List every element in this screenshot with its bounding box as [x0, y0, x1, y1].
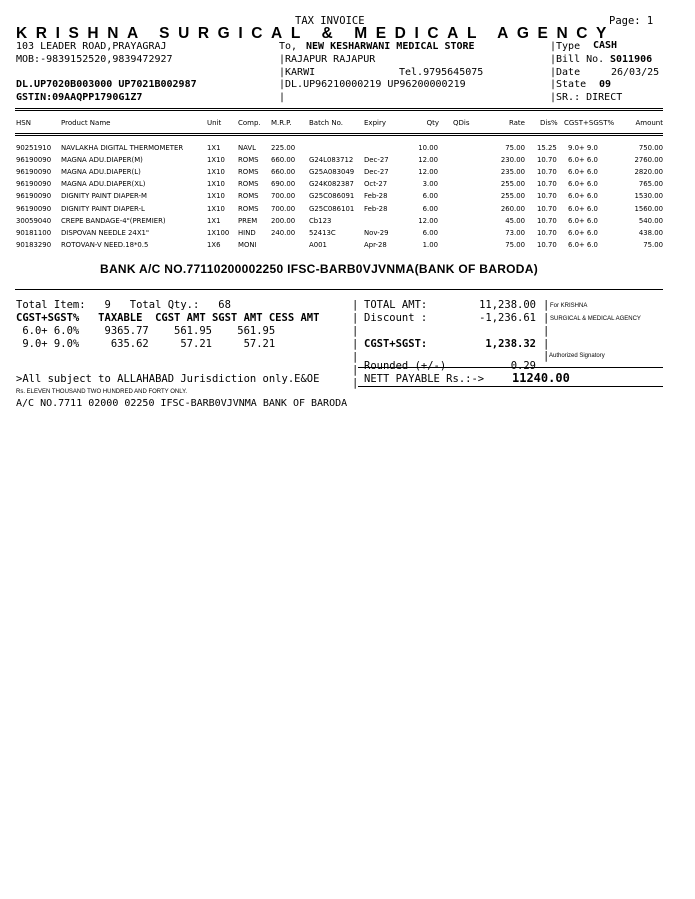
cell-hsn: 96190090	[16, 192, 52, 201]
cell-hsn: 96190090	[16, 168, 52, 177]
state-value: 09	[599, 79, 612, 90]
for-firm-name: SURGICAL & MEDICAL AGENCY	[550, 316, 641, 322]
gst-value: 1,238.32	[485, 338, 536, 350]
cell-product: DISPOVAN NEEDLE 24X1"	[61, 228, 150, 237]
cell-mrp: 660.00	[271, 156, 296, 165]
customer-dl: |DL.UP96210000219 UP96200000219	[279, 79, 466, 90]
cell-gst: 6.0+ 6.0	[568, 228, 598, 237]
cell-unit: 1X10	[207, 156, 225, 165]
net-payable-value: 11240.00	[512, 371, 570, 385]
cell-dis: 10.70	[537, 204, 557, 213]
cell-unit: 1X1	[207, 144, 221, 152]
cell-qty: 6.00	[422, 192, 438, 201]
cell-expiry: Feb-28	[364, 204, 388, 213]
cell-dis: 10.70	[537, 192, 557, 201]
cell-qty: 12.00	[418, 216, 438, 225]
cell-comp: MONI	[238, 240, 257, 249]
cell-batch: G24L083712	[309, 156, 354, 165]
firm-name: KRISHNA SURGICAL & MEDICAL AGENCY	[16, 25, 615, 42]
cell-rate: 75.00	[505, 144, 525, 152]
cell-mrp: 225.00	[271, 144, 296, 152]
divider	[358, 386, 663, 387]
jurisdiction-note: >All subject to ALLAHABAD Jurisdiction only.E&OE	[16, 373, 320, 385]
cell-rate: 235.00	[500, 168, 525, 177]
gst-label: CGST+SGST:	[364, 338, 428, 350]
col-dis: Dis%	[540, 119, 558, 127]
cell-unit: 1X1	[207, 216, 221, 225]
bank-details: BANK A/C NO.77110200002250 IFSC-BARB0VJVNMA(BANK OF BARODA)	[100, 262, 539, 276]
signature-separator: |	[543, 350, 550, 362]
cell-dis: 15.25	[537, 144, 557, 152]
cell-comp: PREM	[238, 216, 258, 225]
customer-to-label: To,	[279, 41, 298, 52]
signature-separator: | | | |	[543, 299, 550, 350]
cell-product: MAGNA ADU.DIAPER(L)	[61, 168, 141, 177]
type-label: |Type	[550, 41, 581, 52]
cell-gst: 6.0+ 6.0	[568, 204, 598, 213]
cell-rate: 255.00	[500, 192, 525, 201]
cell-unit: 1X10	[207, 204, 225, 213]
cell-hsn: 96190090	[16, 156, 52, 165]
col-amount: Amount	[635, 119, 663, 127]
date-value: 26/03/25	[611, 67, 660, 78]
cell-hsn: 30059040	[16, 216, 52, 225]
cell-amount: 1560.00	[634, 204, 663, 213]
firm-dl: DL.UP7020B003000 UP7021B002987	[16, 79, 197, 90]
cell-qty: 1.00	[422, 240, 438, 249]
cell-comp: ROMS	[238, 204, 259, 213]
col-rate: Rate	[508, 119, 525, 127]
cell-gst: 9.0+ 9.0	[568, 144, 598, 152]
cell-hsn: 90251910	[16, 144, 52, 152]
tax-summary-header: CGST+SGST% TAXABLE CGST AMT SGST AMT CESS AMT	[16, 312, 320, 324]
amount-in-words: Rs. ELEVEN THOUSAND TWO HUNDRED AND FORTY ONLY.	[16, 389, 188, 395]
divider	[15, 133, 663, 134]
cell-dis: 10.70	[537, 240, 557, 249]
cell-batch: G24K082387	[309, 180, 354, 189]
cell-mrp: 700.00	[271, 192, 296, 201]
cell-comp: HIND	[238, 228, 256, 237]
cell-gst: 6.0+ 6.0	[568, 240, 598, 249]
net-payable-label: NETT PAYABLE Rs.:->	[364, 373, 485, 385]
cell-qty: 12.00	[418, 156, 438, 165]
invoice-title: TAX INVOICE	[295, 15, 365, 27]
cell-hsn: 90181100	[16, 228, 52, 237]
cell-gst: 6.0+ 6.0	[568, 168, 598, 177]
total-amt-value: 11,238.00	[479, 299, 536, 311]
sr-label: |SR.: DIRECT	[550, 92, 623, 103]
cell-comp: ROMS	[238, 156, 259, 165]
date-label: |Date	[550, 67, 581, 78]
page-number: Page: 1	[609, 15, 654, 27]
cell-rate: 45.00	[505, 216, 525, 225]
cell-amount: 75.00	[643, 240, 663, 249]
cell-product: MAGNA ADU.DIAPER(M)	[61, 156, 143, 165]
bill-no-label: |Bill No.	[550, 54, 605, 65]
firm-address: 103 LEADER ROAD,PRAYAGRAJ	[16, 41, 167, 52]
cell-product: ROTOVAN-V NEED.18*0.5	[61, 240, 149, 249]
cell-batch: 52413C	[309, 228, 336, 237]
cell-mrp: 700.00	[271, 204, 296, 213]
cell-expiry: Feb-28	[364, 192, 388, 201]
cell-unit: 1X100	[207, 228, 230, 237]
tax-row: 6.0+ 6.0% 9365.77 561.95 561.95	[16, 325, 276, 337]
state-label: |State	[550, 79, 587, 90]
cell-amount: 540.00	[638, 216, 663, 225]
col-unit: Unit	[207, 119, 222, 127]
divider	[15, 289, 663, 290]
cell-rate: 260.00	[500, 204, 525, 213]
cell-batch: G25C086091	[309, 192, 355, 201]
cell-batch: G25C086101	[309, 204, 355, 213]
cell-qty: 6.00	[422, 204, 438, 213]
divider	[15, 110, 663, 111]
col-qty: Qty	[426, 119, 439, 127]
cell-amount: 750.00	[638, 144, 663, 152]
cell-product: DIGNITY PAINT DIAPER-M	[61, 192, 147, 201]
cell-hsn: 90183290	[16, 240, 52, 249]
cell-qty: 3.00	[422, 180, 438, 189]
cell-product: NAVLAKHA DIGITAL THERMOMETER	[61, 144, 184, 152]
cell-comp: NAVL	[238, 144, 256, 152]
cell-amount: 2760.00	[634, 156, 663, 165]
col-mrp: M.R.P.	[271, 119, 292, 127]
cell-comp: ROMS	[238, 192, 259, 201]
cell-unit: 1X6	[207, 240, 221, 249]
cell-rate: 230.00	[500, 156, 525, 165]
cell-batch: Cb123	[309, 216, 332, 225]
cell-expiry: Dec-27	[364, 168, 389, 177]
cell-mrp: 240.00	[271, 228, 296, 237]
cell-product: MAGNA ADU.DIAPER(XL)	[61, 180, 146, 189]
cell-product: CREPE BANDAGE-4"(PREMIER)	[61, 216, 166, 225]
cell-mrp: 200.00	[271, 216, 296, 225]
cell-rate: 75.00	[505, 240, 525, 249]
cell-mrp: 690.00	[271, 180, 296, 189]
customer-name: NEW KESHARWANI MEDICAL STORE	[306, 41, 475, 52]
cell-product: DIGNITY PAINT DIAPER-L	[61, 204, 145, 213]
col-comp: Comp.	[238, 119, 261, 127]
customer-phone: Tel.9795645075	[399, 67, 484, 78]
discount-value: -1,236.61	[479, 312, 536, 324]
cell-expiry: Oct-27	[364, 180, 388, 189]
customer-line3: |KARWI	[279, 67, 316, 78]
cell-qty: 12.00	[418, 168, 438, 177]
divider	[15, 135, 663, 136]
type-value: CASH	[593, 40, 618, 51]
cell-batch: G25A083049	[309, 168, 355, 177]
cell-comp: ROMS	[238, 180, 259, 189]
customer-line2: |RAJAPUR RAJAPUR	[279, 54, 376, 65]
cell-amount: 765.00	[638, 180, 663, 189]
account-line: A/C NO.7711 02000 02250 IFSC-BARB0VJVNMA BANK OF BARODA	[16, 398, 348, 409]
cell-dis: 10.70	[537, 156, 557, 165]
col-hsn: HSN	[16, 119, 31, 127]
cell-expiry: Apr-28	[364, 240, 387, 249]
cell-unit: 1X10	[207, 168, 225, 177]
cell-mrp: 660.00	[271, 168, 296, 177]
cell-gst: 6.0+ 6.0	[568, 216, 598, 225]
cell-dis: 10.70	[537, 228, 557, 237]
authorized-signatory: Authorized Signatory	[549, 353, 605, 359]
firm-gstin: GSTIN:09AAQPP1790G1Z7	[16, 92, 143, 103]
firm-mobile: MOB:-9839152520,9839472927	[16, 54, 173, 65]
cell-amount: 2820.00	[634, 168, 663, 177]
cell-rate: 255.00	[500, 180, 525, 189]
cell-hsn: 96190090	[16, 180, 52, 189]
cell-batch: A001	[309, 240, 327, 249]
cell-amount: 1530.00	[634, 192, 663, 201]
total-amt-label: TOTAL AMT:	[364, 299, 428, 311]
cell-rate: 73.00	[505, 228, 525, 237]
cell-gst: 6.0+ 6.0	[568, 156, 598, 165]
bill-no-value: S011906	[610, 54, 653, 65]
total-items: Total Item: 9 Total Qty.: 68	[16, 299, 231, 311]
cell-gst: 6.0+ 6.0	[568, 180, 598, 189]
tax-row: 9.0+ 9.0% 635.62 57.21 57.21	[16, 338, 276, 350]
cell-dis: 10.70	[537, 216, 557, 225]
cell-amount: 438.00	[638, 228, 663, 237]
divider	[15, 108, 663, 109]
cell-unit: 1X10	[207, 180, 225, 189]
customer-line5: |	[279, 92, 286, 103]
cell-comp: ROMS	[238, 168, 259, 177]
summary-separator: | | | | | | |	[352, 299, 359, 389]
cell-gst: 6.0+ 6.0	[568, 192, 598, 201]
cell-expiry: Dec-27	[364, 156, 389, 165]
cell-dis: 10.70	[537, 180, 557, 189]
cell-expiry: Nov-29	[364, 228, 389, 237]
rounded-value: 0.29	[510, 360, 536, 372]
for-firm-label: For KRISHNA	[550, 303, 588, 309]
divider	[358, 367, 663, 368]
col-gst: CGST+SGST%	[564, 119, 615, 127]
col-product: Product Name	[61, 119, 111, 127]
col-batch: Batch No.	[309, 119, 343, 127]
cell-qty: 10.00	[418, 144, 438, 152]
cell-dis: 10.70	[537, 168, 557, 177]
col-qdis: QDis	[453, 119, 470, 127]
cell-qty: 6.00	[422, 228, 438, 237]
cell-hsn: 96190090	[16, 204, 52, 213]
cell-unit: 1X10	[207, 192, 225, 201]
col-expiry: Expiry	[364, 119, 386, 127]
rounded-label: Rounded (+/-)	[364, 360, 447, 372]
discount-label: Discount :	[364, 312, 428, 324]
